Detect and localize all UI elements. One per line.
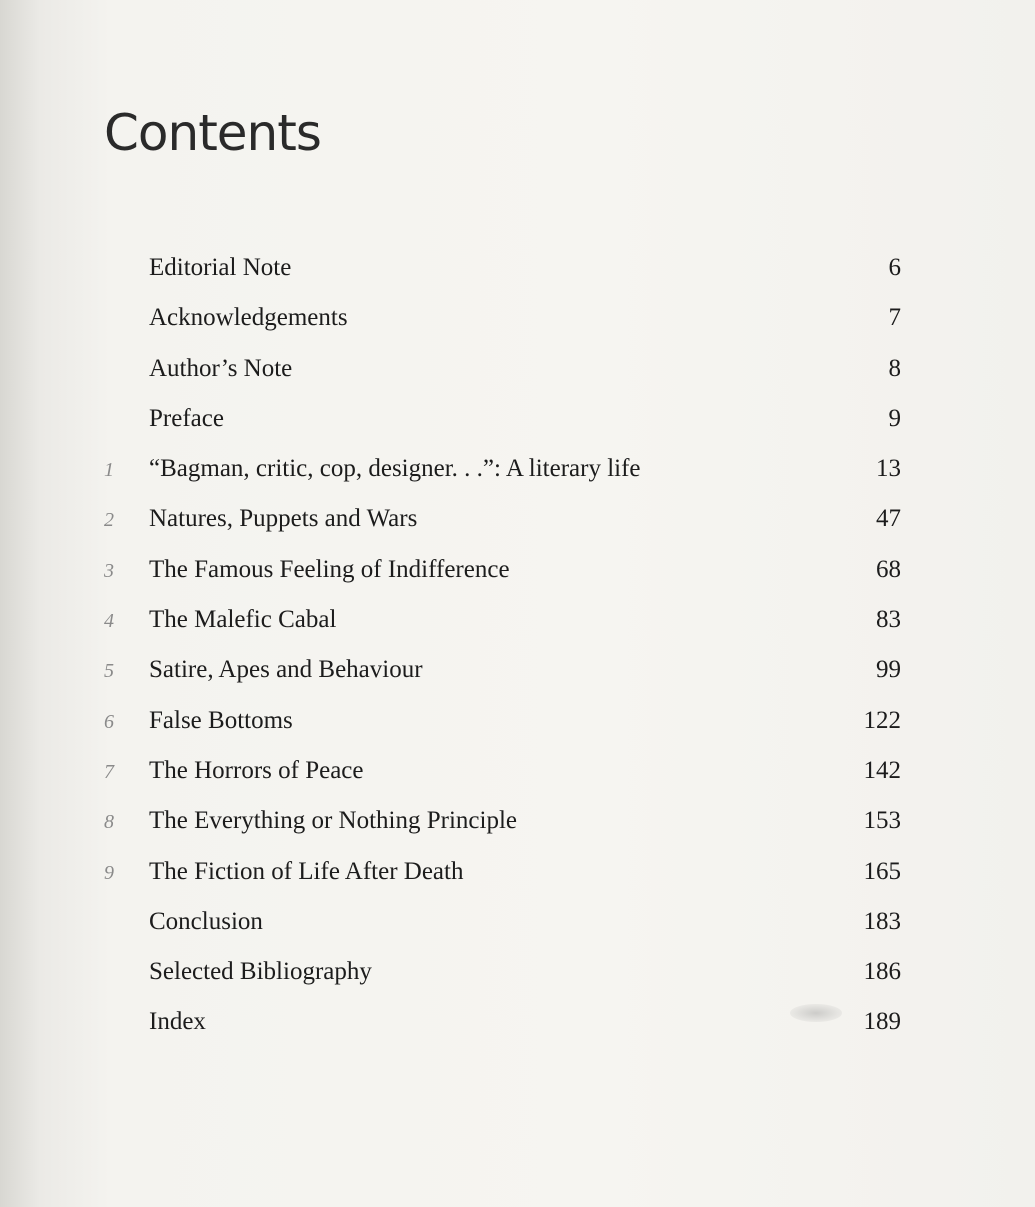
entry-title: Author’s Note <box>149 354 293 382</box>
chapter-number: 4 <box>104 610 114 633</box>
toc-entry <box>0 548 1035 598</box>
chapter-number: 3 <box>104 559 114 582</box>
page-title: Contents <box>104 104 321 162</box>
toc-entry <box>0 900 1035 950</box>
page-number: 165 <box>863 857 901 885</box>
chapter-number: 2 <box>104 509 114 532</box>
toc-entry <box>0 347 1035 397</box>
entry-title: Conclusion <box>149 907 263 935</box>
entry-title: Natures, Puppets and Wars <box>149 505 418 533</box>
entry-title: Acknowledgements <box>149 304 348 332</box>
page-number: 8 <box>888 354 901 382</box>
page-number: 13 <box>876 455 901 483</box>
page-number: 189 <box>863 1008 901 1036</box>
entry-title: The Everything or Nothing Principle <box>149 807 517 835</box>
entry-title: “Bagman, critic, cop, designer. . .”: A literary life <box>149 455 641 483</box>
entry-title: False Bottoms <box>149 706 293 734</box>
page-number: 6 <box>888 254 901 281</box>
page-number: 83 <box>876 606 901 634</box>
entry-title: Index <box>149 1008 206 1036</box>
page-number: 9 <box>888 404 901 432</box>
chapter-number: 6 <box>104 710 114 733</box>
toc-entry <box>0 447 1035 497</box>
toc-entry <box>0 1000 1035 1050</box>
chapter-number: 1 <box>104 459 114 482</box>
toc-entry <box>0 246 1035 296</box>
entry-title: Selected Bibliography <box>149 958 372 986</box>
toc-entry <box>0 799 1035 849</box>
toc-entry <box>0 648 1035 698</box>
toc-entry <box>0 598 1035 648</box>
chapter-number: 9 <box>104 861 114 884</box>
table-of-contents <box>0 246 1035 1051</box>
entry-title: Preface <box>149 404 224 432</box>
page-number: 99 <box>876 656 901 684</box>
entry-title: Editorial Note <box>149 254 292 281</box>
page-number: 186 <box>863 958 901 986</box>
page-number: 122 <box>863 706 901 734</box>
page-smudge <box>790 1004 842 1022</box>
chapter-number: 7 <box>104 760 114 783</box>
chapter-number: 8 <box>104 811 114 834</box>
entry-title: The Fiction of Life After Death <box>149 857 464 885</box>
toc-entry <box>0 850 1035 900</box>
toc-entry <box>0 749 1035 799</box>
entry-title: The Malefic Cabal <box>149 606 337 634</box>
toc-entry <box>0 397 1035 447</box>
page-number: 47 <box>876 505 901 533</box>
page-number: 7 <box>888 304 901 332</box>
page-number: 183 <box>863 907 901 935</box>
page-number: 153 <box>863 807 901 835</box>
entry-title: The Horrors of Peace <box>149 756 364 784</box>
page-number: 142 <box>863 756 901 784</box>
toc-entry <box>0 950 1035 1000</box>
page-number: 68 <box>876 555 901 583</box>
toc-entry <box>0 699 1035 749</box>
toc-entry <box>0 497 1035 547</box>
entry-title: Satire, Apes and Behaviour <box>149 656 423 684</box>
chapter-number: 5 <box>104 660 114 683</box>
toc-entry <box>0 296 1035 346</box>
entry-title: The Famous Feeling of Indifference <box>149 555 510 583</box>
